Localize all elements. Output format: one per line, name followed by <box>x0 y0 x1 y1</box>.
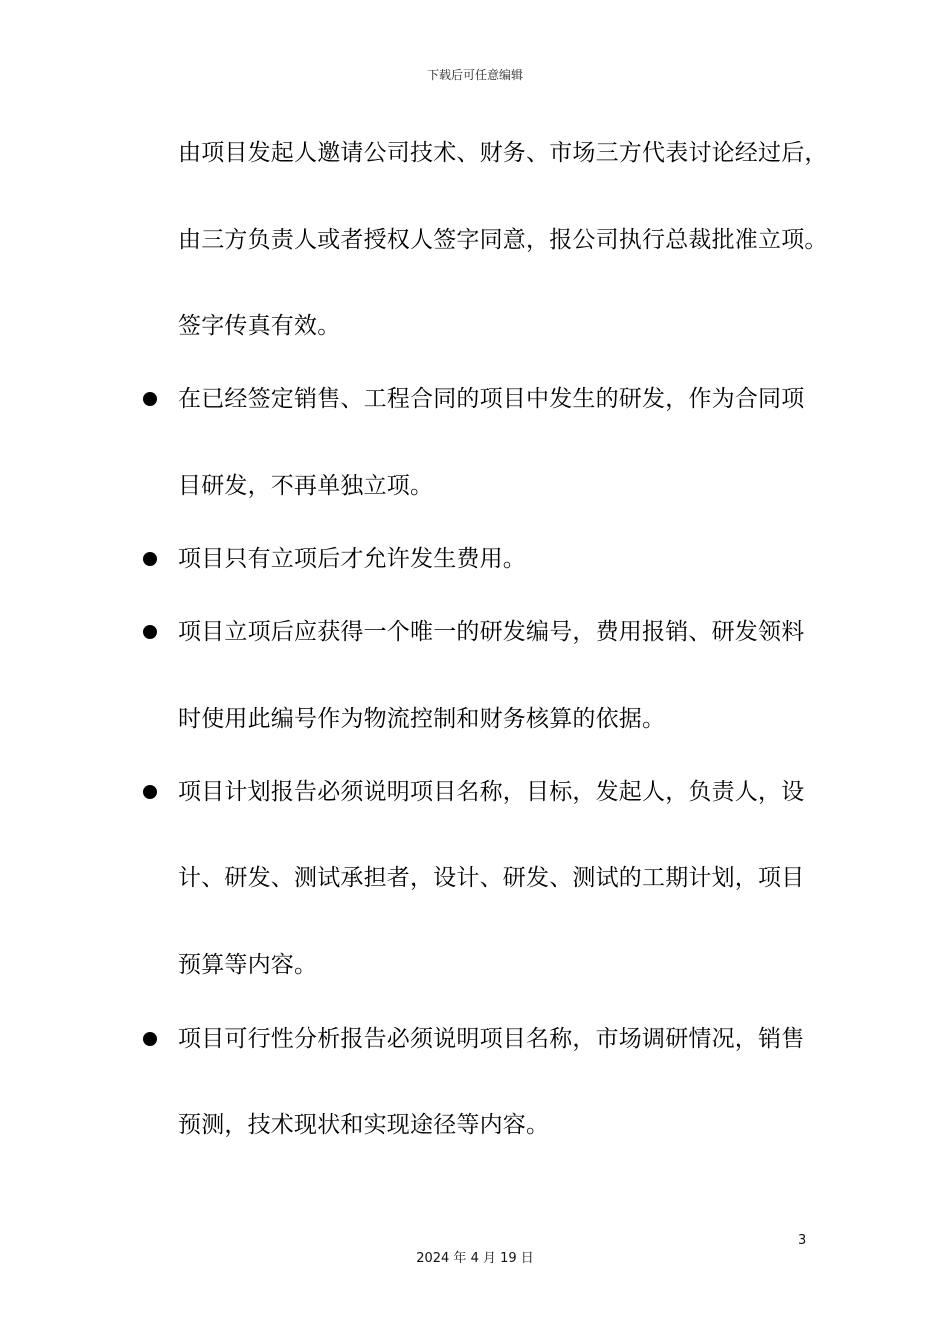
bullet-3-line-2: 时使用此编号作为物流控制和财务核算的依据。 <box>178 706 666 732</box>
bullet-dot-2 <box>143 552 157 566</box>
bullet-dot-1 <box>143 392 157 406</box>
intro-line-3: 签字传真有效。 <box>178 313 341 339</box>
intro-line-2: 由三方负责人或者授权人签字同意，报公司执行总裁批准立项。 <box>178 227 828 253</box>
bullet-4-line-1: 项目计划报告必须说明项目名称，目标，发起人，负责人，设 <box>178 779 805 805</box>
bullet-dot-3 <box>143 625 157 639</box>
bullet-dot-4 <box>143 785 157 799</box>
bullet-2-line-1: 项目只有立项后才允许发生费用。 <box>178 546 526 572</box>
footer-date: 2024 年 4 月 19 日 <box>416 1251 534 1266</box>
bullet-3-line-1: 项目立项后应获得一个唯一的研发编号，费用报销、研发领料 <box>178 619 805 645</box>
page-header: 下载后可任意编辑 <box>426 68 523 82</box>
bullet-5-line-1: 项目可行性分析报告必须说明项目名称，市场调研情况，销售 <box>178 1026 805 1052</box>
intro-line-1: 由项目发起人邀请公司技术、财务、市场三方代表讨论经过后， <box>178 140 828 166</box>
bullet-4-line-3: 预算等内容。 <box>178 952 318 978</box>
bullet-1-line-2: 目研发，不再单独立项。 <box>178 473 434 499</box>
page-number: 3 <box>798 1233 807 1248</box>
bullet-4-line-2: 计、研发、测试承担者，设计、研发、测试的工期计划，项目 <box>178 865 805 891</box>
bullet-dot-5 <box>143 1032 157 1046</box>
bullet-5-line-2: 预测，技术现状和实现途径等内容。 <box>178 1112 550 1138</box>
bullet-1-line-1: 在已经签定销售、工程合同的项目中发生的研发，作为合同项 <box>178 386 805 412</box>
